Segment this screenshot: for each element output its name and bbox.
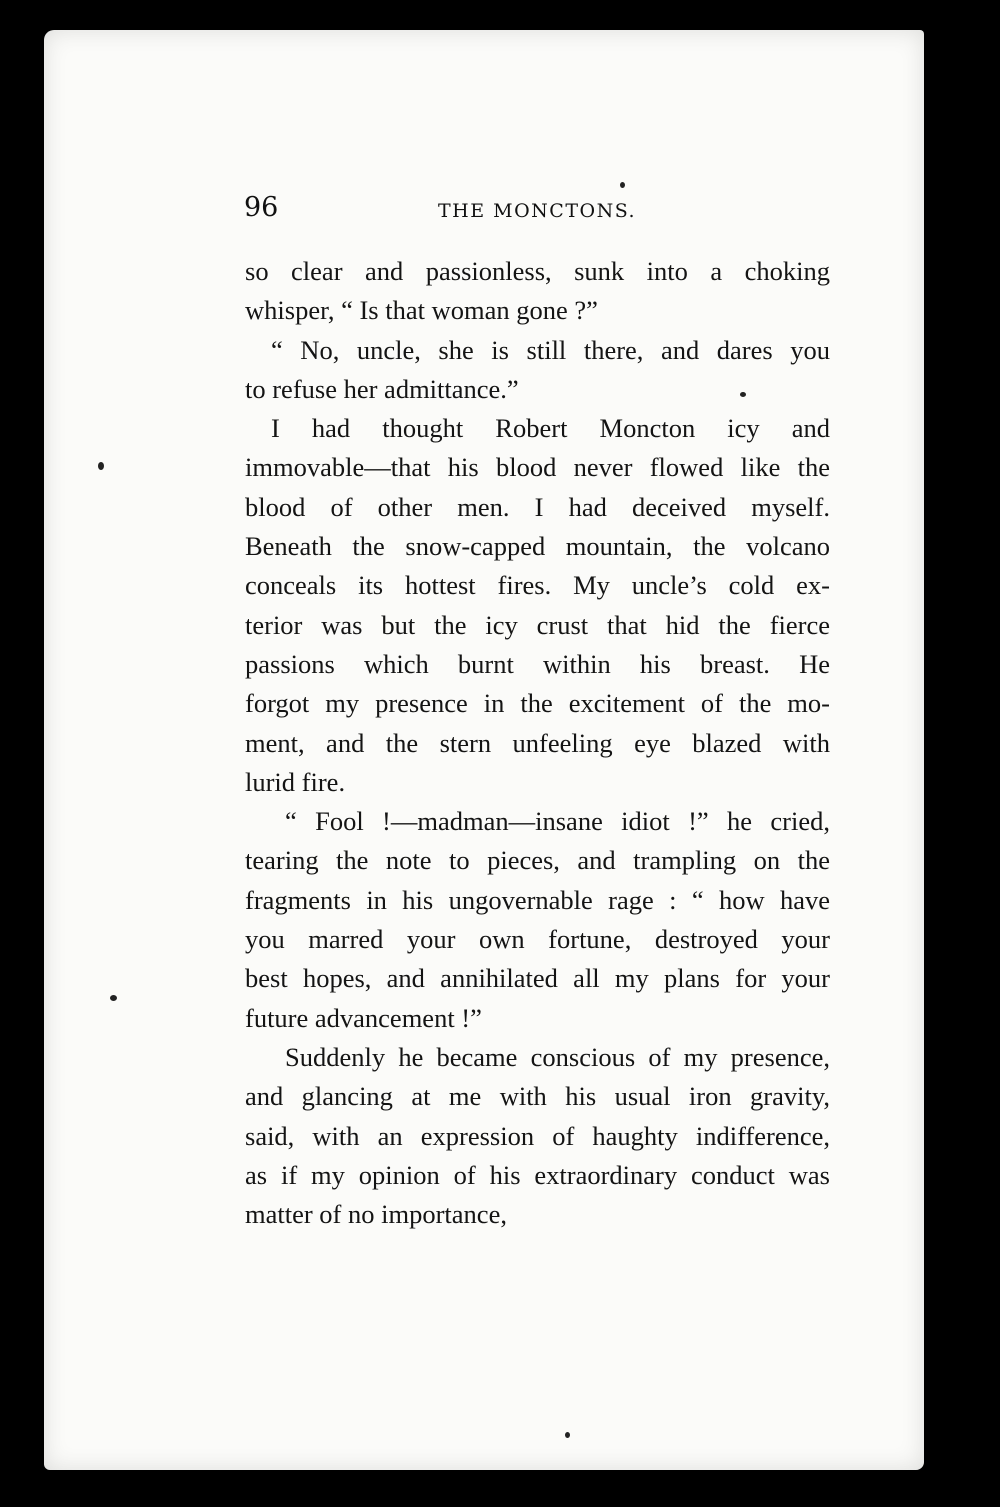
text-line: blood of other men. I had deceived myself. [245, 491, 830, 522]
text-line: and glancing at me with his usual iron gravity, [245, 1081, 830, 1112]
ink-speck [620, 182, 625, 188]
text-line: future advancement !” [245, 1002, 482, 1033]
ink-speck [98, 462, 104, 470]
body-text [245, 252, 830, 1234]
scan-border [928, 0, 1000, 1507]
text-line: forgot my presence in the excitement of the mo- [245, 688, 830, 719]
text-line: terior was but the icy crust that hid the fierce [245, 609, 830, 640]
text-line: to refuse her admittance.” [245, 373, 519, 404]
ink-speck [110, 995, 117, 1001]
text-line: tearing the note to pieces, and trampling on the [245, 845, 830, 876]
page-header [244, 192, 824, 232]
text-line: passions which burnt within his breast. He [245, 648, 830, 679]
text-line: “ Fool !—madman—insane idiot !” he cried, [285, 806, 830, 837]
ink-speck [565, 1432, 570, 1438]
text-line: lurid fire. [245, 766, 346, 797]
text-line: I had thought Robert Moncton icy and [271, 413, 830, 444]
page-number: 96 [244, 192, 279, 223]
text-line: said, with an expression of haughty indifference, [245, 1120, 830, 1151]
text-line: you marred your own fortune, destroyed your [245, 924, 830, 955]
text-line: matter of no importance, [245, 1199, 507, 1230]
text-line: fragments in his ungovernable rage : “ how have [245, 884, 830, 915]
text-line: Suddenly he became conscious of my presence, [285, 1041, 830, 1072]
text-line: ment, and the stern unfeeling eye blazed with [245, 727, 830, 758]
text-line: best hopes, and annihilated all my plans for your [245, 963, 830, 994]
text-line: “ No, uncle, she is still there, and dares you [271, 334, 830, 365]
text-line: conceals its hottest fires. My uncle’s cold ex- [245, 570, 830, 601]
text-line: whisper, “ Is that woman gone ?” [245, 295, 598, 326]
text-line: so clear and passionless, sunk into a choking [245, 256, 830, 286]
text-line: as if my opinion of his extraordinary conduct was [245, 1159, 830, 1190]
running-head: THE MONCTONS. [438, 200, 637, 222]
text-line: Beneath the snow-capped mountain, the volcano [245, 531, 830, 562]
text-line: immovable—that his blood never flowed like the [245, 452, 830, 483]
